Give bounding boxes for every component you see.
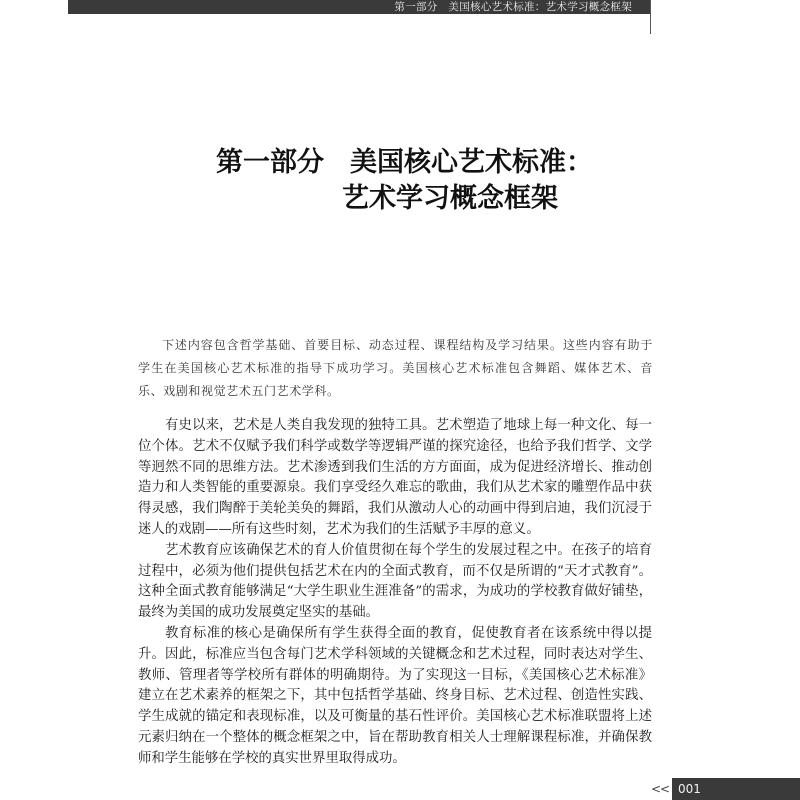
body-paragraph: 教育标准的核心是确保所有学生获得全面的教育，促使教育者在该系统中得以提升。因此，标准应当包含每门艺术学科领域的关键概念和艺术过程，同时表达对学生、教师、管理者等学校所有群体的明确期待。为了实现这一目标，《美国核心艺术标准》建立在艺术素养的框架之下，其中包括哲学基础、终身目标、艺术过程、创造性实践、学生成就的锚定和表现标准，以及可衡量的基石性评价。美国核心艺术标准联盟将上述元素归纳在一个整体的概念框架之中，旨在帮助教育相关人士理解课程标准，并确保教师和学生能够在学校的真实世界里取得成功。: [138, 625, 652, 766]
chapter-part-label: 第一部分: [216, 147, 324, 178]
chapter-title-line-2: 艺术学习概念框架: [342, 183, 558, 214]
body-text: [138, 416, 652, 770]
page-number: 001: [678, 782, 701, 796]
body-paragraph: 艺术教育应该确保艺术的育人价值贯彻在每个学生的发展过程之中。在孩子的培育过程中，必须为他们提供包括艺术在内的全面式教育，而不仅是所谓的“天才式教育”。这种全面式教育能够满足“大学生职业生涯准备”的需求，为成功的学校教育做好铺垫，最终为美国的成功发展奠定坚实的基础。: [138, 542, 652, 621]
body-paragraph: 有史以来，艺术是人类自我发现的独特工具。艺术塑造了地球上每一种文化、每一位个体。艺术不仅赋予我们科学或数学等逻辑严谨的探究途径，也给予我们哲学、文学等迥然不同的思维方法。艺术渗透到我们生活的方方面面，成为促进经济增长、推动创造力和人类智能的重要源泉。我们享受经久难忘的歌曲，我们从艺术家的雕塑作品中获得灵感，我们陶醉于美轮美奂的舞蹈，我们从激动人心的动画中得到启迪，我们沉浸于迷人的戏剧——所有这些时刻，艺术为我们的生活赋予丰厚的意义。: [138, 418, 652, 537]
previous-page-arrows-icon: <<: [651, 782, 670, 796]
running-header-title: 第一部分 美国核心艺术标准：艺术学习概念框架: [394, 1, 632, 13]
intro-paragraph: 下述内容包含哲学基础、首要目标、动态过程、课程结构及学习结果。这些内容有助于学生在美国核心艺术标准的指导下成功学习。美国核心艺术标准包含舞蹈、媒体艺术、音乐、戏剧和视觉艺术五门艺术学科。: [138, 338, 653, 398]
chapter-title-line-1: [216, 145, 593, 181]
header-rule: [650, 0, 651, 34]
chapter-title-main: 美国核心艺术标准：: [350, 147, 593, 178]
